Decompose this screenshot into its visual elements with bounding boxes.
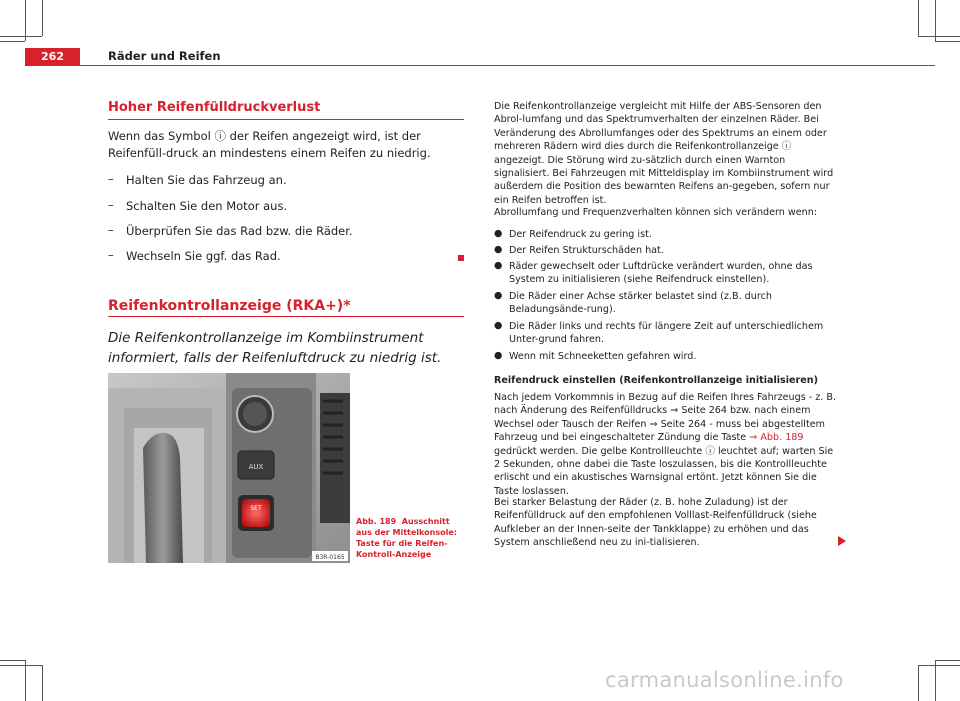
- section-heading-pressure-loss: Hoher Reifenfülldruckverlust: [108, 100, 321, 115]
- set-button-label: SET: [250, 505, 262, 512]
- body-paragraph: Die Reifenkontrollanzeige vergleicht mit Hilfe der ABS-Sensoren den Abrol-lumfang und das Spektrumverhalten der einzelnen Räder. Bei Veränderung des Abrollumfanges oder des Spektrums an einem oder mehreren Rädern wird dies durch die Reifenkontrollanzeige ⓘ angezeigt. Die Störung wird zu-sätzlich durch einen Warnton signalisiert. Bei Fahrzeugen mit Mitteldisplay im Kombiinstrument wird außerdem die Position des bewarnten Reifens an-gegeben, sofern nur ein Reifen betroffen ist.: [494, 101, 834, 206]
- crop-mark: [935, 41, 960, 42]
- body-paragraph-reset: [494, 391, 839, 498]
- bullet-dot: ●: [494, 244, 503, 255]
- figure-caption-label: Abb. 189: [356, 517, 397, 526]
- reset-text-a: Nach jedem Vorkommnis in Bezug auf die Reifen Ihres Fahrzeugs - z. B. nach Änderung des Reifenfülldrucks ⇒ Seite 264 bzw. nach einem Wechsel oder Tausch der Reifen ⇒ Seite 264 - muss bei abgestelltem Fahrzeug und bei eingeschalteter Zündung die Taste: [494, 392, 837, 444]
- bullet-dot: ●: [494, 320, 503, 331]
- header-rule: [25, 65, 935, 66]
- crop-mark: [918, 36, 960, 37]
- bullet-item: Der Reifendruck zu gering ist.: [509, 229, 652, 240]
- crop-mark: [918, 0, 919, 36]
- watermark: carmanualsonline.info: [605, 668, 844, 692]
- crop-mark: [0, 36, 42, 37]
- crop-mark: [0, 665, 42, 666]
- section-end-marker: [458, 255, 464, 261]
- crop-mark: [935, 660, 936, 701]
- crop-mark: [25, 660, 26, 701]
- reset-text-b: gedrückt werden. Die gelbe Kontrollleuchte ⓘ leuchtet auf; warten Sie 2 Sekunden, ohne dabei die Taste loszulassen, bis die Kontrollleuchte erlischt und ein akustisches Warnsignal ertönt. Jetzt können Sie die Taste loslassen.: [494, 445, 834, 497]
- intro-paragraph: Wenn das Symbol ⓘ der Reifen angezeigt wird, ist der Reifenfüll-druck an mindestens einem Reifen zu niedrig.: [108, 129, 431, 160]
- body-paragraph: Bei starker Belastung der Räder (z. B. hohe Zuladung) ist der Reifenfülldruck auf den empfohlenen Volllast-Reifenfülldruck (siehe Aufkleber an der Innen-seite der Tankklappe) zu erhöhen und das System anschließend neu zu ini-tialisieren.: [494, 497, 817, 549]
- crop-mark: [42, 0, 43, 36]
- section-subtitle: Die Reifenkontrollanzeige im Kombiinstrument informiert, falls der Reifenluftdruck zu niedrig ist.: [108, 330, 442, 366]
- bullet-dot: ●: [494, 350, 503, 361]
- step-dash: –: [108, 198, 114, 212]
- crop-mark: [0, 660, 25, 661]
- figure-code: B3R-0165: [315, 554, 345, 561]
- aux-button-label: AUX: [248, 463, 264, 471]
- crop-mark: [935, 0, 936, 41]
- step-item: Überprüfen Sie das Rad bzw. die Räder.: [126, 224, 353, 238]
- crop-mark: [935, 660, 960, 661]
- body-paragraph: Abrollumfang und Frequenzverhalten können sich verändern wenn:: [494, 207, 818, 218]
- bullet-item: Die Räder einer Achse stärker belastet sind (z.B. durch Beladungsände-rung).: [509, 291, 772, 316]
- bullet-item: Der Reifen Strukturschäden hat.: [509, 245, 664, 256]
- step-item: Schalten Sie den Motor aus.: [126, 199, 288, 213]
- section-rule: [108, 119, 464, 120]
- bullet-item: Räder gewechselt oder Luftdrücke verändert wurden, ohne das System zu initialisieren (siehe Reifendruck einstellen).: [509, 261, 813, 286]
- step-dash: –: [108, 223, 114, 237]
- subheading-reset: Reifendruck einstellen (Reifenkontrollanzeige initialisieren): [494, 375, 819, 386]
- step-item: Halten Sie das Fahrzeug an.: [126, 173, 287, 187]
- bullet-item: Wenn mit Schneeketten gefahren wird.: [509, 351, 697, 362]
- bullet-dot: ●: [494, 228, 503, 239]
- page-number: 262: [25, 48, 80, 65]
- section-heading-rka: Reifenkontrollanzeige (RKA+)*: [108, 298, 351, 314]
- figure-link[interactable]: ⇒ Abb. 189: [749, 432, 804, 444]
- figure-caption: [356, 516, 466, 560]
- crop-mark: [918, 665, 960, 666]
- chapter-title: Räder und Reifen: [108, 49, 221, 63]
- step-dash: –: [108, 248, 114, 262]
- step-item: Wechseln Sie ggf. das Rad.: [126, 249, 281, 263]
- section-rule: [108, 316, 464, 317]
- crop-mark: [42, 665, 43, 701]
- continue-arrow-icon: [838, 536, 846, 546]
- bullet-dot: ●: [494, 260, 503, 271]
- crop-mark: [918, 665, 919, 701]
- console-photo: [108, 373, 350, 563]
- crop-mark: [25, 0, 26, 41]
- figure-caption-text: Ausschnitt aus der Mittelkonsole: Taste für die Reifen-Kontroll-Anzeige: [356, 517, 457, 559]
- crop-mark: [0, 41, 25, 42]
- step-dash: –: [108, 172, 114, 186]
- bullet-item: Die Räder links und rechts für längere Zeit auf unterschiedlichem Unter-grund fahren.: [509, 321, 824, 346]
- bullet-dot: ●: [494, 290, 503, 301]
